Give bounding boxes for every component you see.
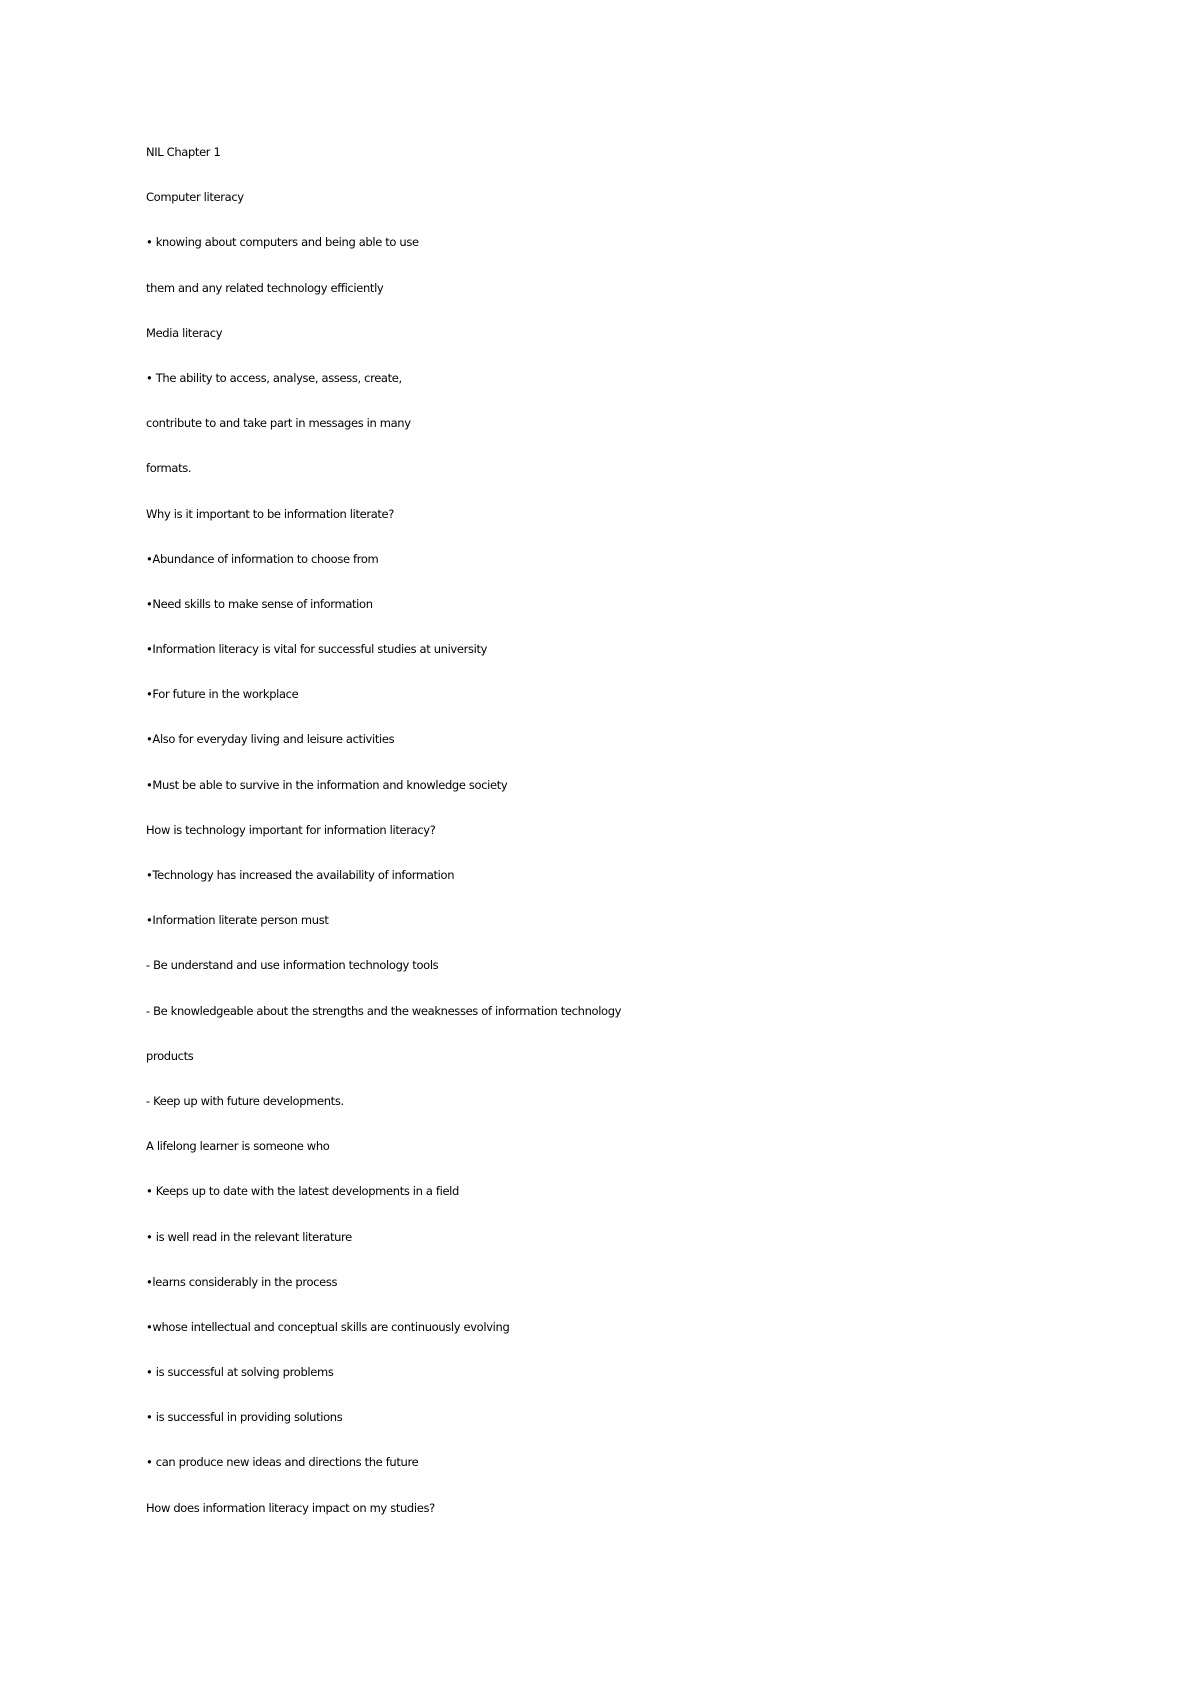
document-line: How is technology important for information literacy?	[146, 822, 436, 837]
document-line: - Keep up with future developments.	[146, 1093, 344, 1108]
document-line: Computer literacy	[146, 190, 244, 205]
document-line: •Need skills to make sense of information	[146, 596, 373, 611]
document-line: - Be knowledgeable about the strengths and the weaknesses of information technology	[146, 1003, 622, 1018]
document-line: •Also for everyday living and leisure activities	[146, 732, 395, 747]
document-line: Why is it important to be information literate?	[146, 506, 395, 521]
document-line: •Information literacy is vital for successful studies at university	[146, 642, 488, 657]
document-line: • knowing about computers and being able to use	[146, 235, 419, 250]
document-line: • is successful at solving problems	[146, 1365, 334, 1380]
document-line: Media literacy	[146, 325, 223, 340]
document-line: How does information literacy impact on my studies?	[146, 1500, 435, 1515]
document-line: - Be understand and use information technology tools	[146, 958, 439, 973]
document-line: •Information literate person must	[146, 913, 329, 928]
document-line: products	[146, 1048, 194, 1063]
document-line: •learns considerably in the process	[146, 1274, 338, 1289]
document-line: contribute to and take part in messages in many	[146, 416, 411, 431]
document-line: • can produce new ideas and directions the future	[146, 1455, 419, 1470]
document-line: •Abundance of information to choose from	[146, 551, 379, 566]
document-line: • The ability to access, analyse, assess, create,	[146, 370, 402, 385]
document-line: them and any related technology efficiently	[146, 280, 384, 295]
document-line: •whose intellectual and conceptual skills are continuously evolving	[146, 1319, 510, 1334]
document-line: • is well read in the relevant literature	[146, 1229, 352, 1244]
document-line: A lifelong learner is someone who	[146, 1139, 330, 1154]
document-line: • is successful in providing solutions	[146, 1410, 343, 1425]
document-line: •For future in the workplace	[146, 687, 299, 702]
document-line: NIL Chapter 1	[146, 145, 221, 159]
document-line: • Keeps up to date with the latest developments in a field	[146, 1184, 459, 1199]
document-body	[146, 144, 1046, 1545]
document-line: •Technology has increased the availability of information	[146, 868, 455, 882]
document-line: •Must be able to survive in the information and knowledge society	[146, 777, 508, 792]
document-line: formats.	[146, 461, 192, 476]
